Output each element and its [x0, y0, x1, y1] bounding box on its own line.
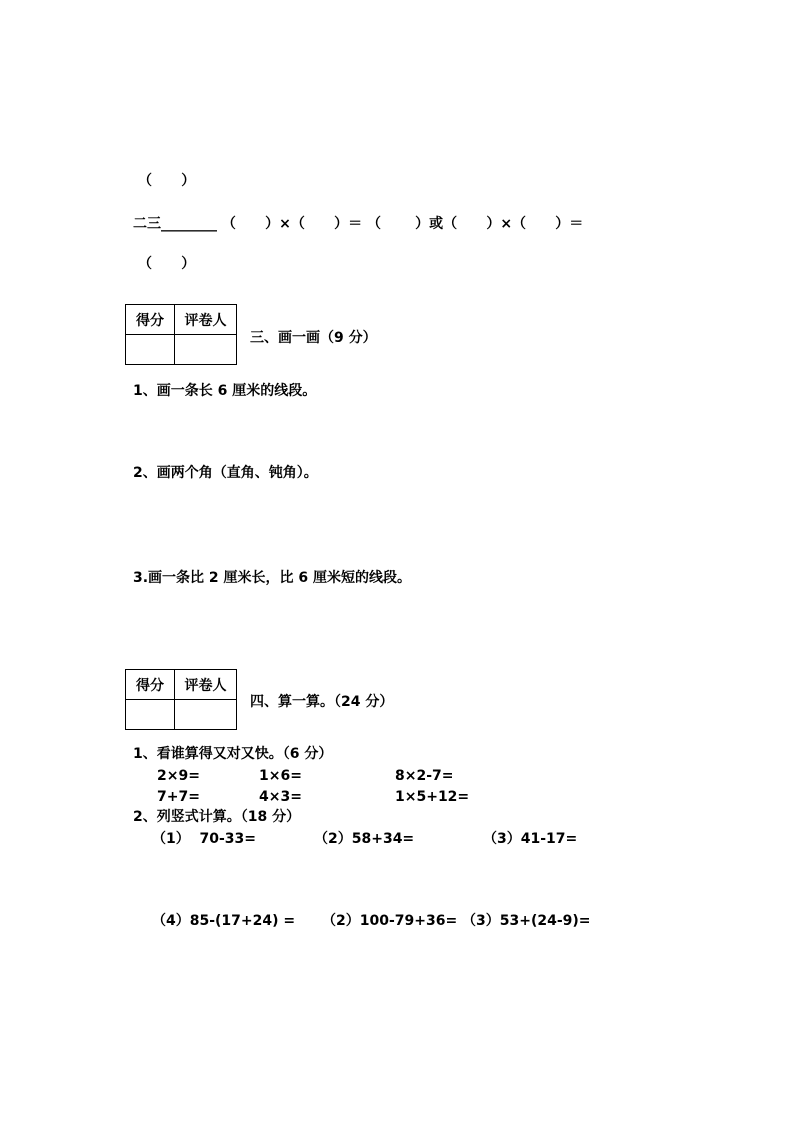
score-header: 得分 [126, 670, 175, 700]
calc-1: 2×9= [157, 768, 200, 784]
section3-q3: 3.画一条比 2 厘米长，比 6 厘米短的线段。 [133, 570, 412, 586]
section3-title: 三、画一画（9 分） [250, 330, 377, 346]
score-table-section3 [125, 304, 237, 365]
grader-cell [175, 335, 237, 365]
section4-q2: 2、列竖式计算。（18 分） [133, 809, 301, 825]
vertical-calc-4: （4）85-(17+24) = [152, 913, 296, 929]
vertical-calc-5: （2）100-79+36= [322, 913, 458, 929]
section4-q1: 1、看谁算得又对又快。（6 分） [133, 746, 333, 762]
vertical-calc-6: （3）53+(24-9)= [462, 913, 591, 929]
score-cell [126, 335, 175, 365]
section3-q2: 2、画两个角（直角、钝角）。 [133, 465, 318, 481]
grader-cell [175, 700, 237, 730]
grader-header: 评卷人 [175, 670, 237, 700]
vertical-calc-3: （3）41-17= [483, 831, 578, 847]
calc-2: 1×6= [259, 768, 302, 784]
paren-line-1: （ ） [138, 173, 196, 189]
paren-line-2: （ ） [138, 256, 196, 272]
vertical-calc-1: （1） 70-33= [152, 831, 256, 847]
score-cell [126, 700, 175, 730]
calc-4: 7+7= [157, 789, 200, 805]
section4-title: 四、算一算。（24 分） [250, 694, 394, 710]
grader-header: 评卷人 [175, 305, 237, 335]
calc-5: 4×3= [259, 789, 302, 805]
calc-6: 1×5+12= [395, 789, 470, 805]
calc-3: 8×2-7= [395, 768, 454, 784]
score-header: 得分 [126, 305, 175, 335]
vertical-calc-2: （2）58+34= [314, 831, 415, 847]
equation-line: 二三________ （ ）×（ ）＝ （ ）或（ ）×（ ）＝ [133, 216, 584, 232]
section3-q1: 1、画一条长 6 厘米的线段。 [133, 383, 317, 399]
score-table-section4 [125, 669, 237, 730]
